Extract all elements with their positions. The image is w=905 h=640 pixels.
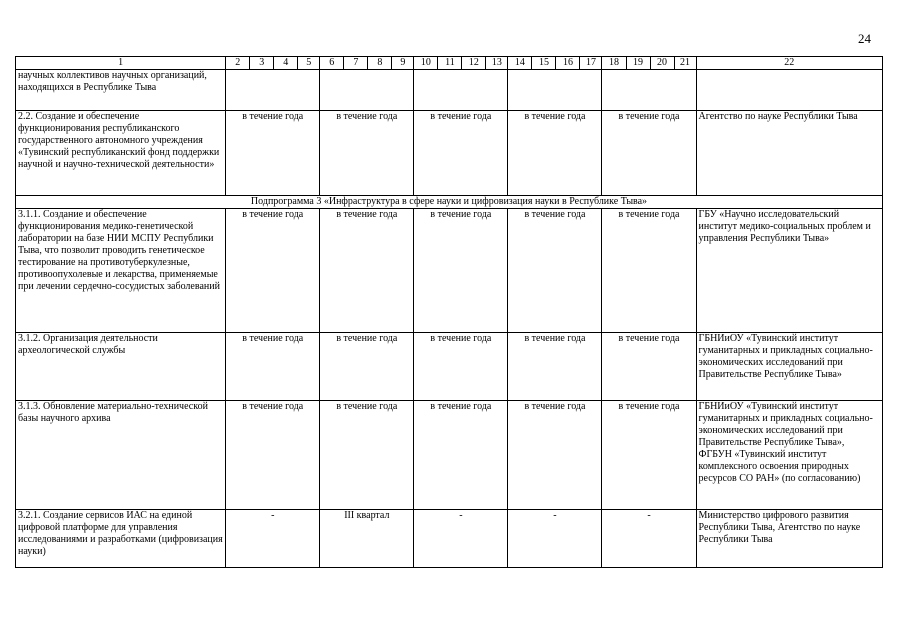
period-cell: - <box>508 510 602 568</box>
header-col-7: 7 <box>344 57 368 70</box>
period-cell: в течение года <box>226 209 320 333</box>
executor-cell <box>696 70 882 111</box>
header-col-8: 8 <box>368 57 392 70</box>
header-col-10: 10 <box>414 57 438 70</box>
header-col-15: 15 <box>532 57 556 70</box>
period-cell <box>226 70 320 111</box>
period-cell: в течение года <box>508 401 602 510</box>
period-cell: - <box>226 510 320 568</box>
header-col-13: 13 <box>486 57 508 70</box>
measure-name: 3.1.1. Создание и обеспечение функционирования медико-генетической лаборатории на базе НИИ МСПУ Республики Тыва, что позволит проводить генетическое тестирование на противотуберкулезные, противоопухолевые и лекарства, применяемые при лечении сердечно-сосудистых заболеваний <box>16 209 226 333</box>
period-cell: в течение года <box>602 209 696 333</box>
period-cell: - <box>414 510 508 568</box>
measure-name: 2.2. Создание и обеспечение функционирования республиканского государственного автономного учреждения «Тувинский республиканский фонд поддержки научной и научно-технической деятельности» <box>16 111 226 196</box>
period-cell: в течение года <box>602 401 696 510</box>
header-row <box>16 57 883 70</box>
header-col-4: 4 <box>274 57 298 70</box>
period-cell <box>602 70 696 111</box>
period-cell: в течение года <box>508 209 602 333</box>
period-cell: в течение года <box>508 333 602 401</box>
executor-cell: Агентство по науке Республики Тыва <box>696 111 882 196</box>
measures-table-main <box>15 56 883 568</box>
table-row <box>16 111 883 196</box>
header-col-22: 22 <box>696 57 882 70</box>
executor-cell: ГБНИиОУ «Тувинский институт гуманитарных и прикладных социально-экономических исследований при Правительстве Республике Тыва», ФГБУН «Тувинский институт комплексного освоения природных ресурсов СО РАН» (по согласованию) <box>696 401 882 510</box>
measure-name: 3.2.1. Создание сервисов ИАС на единой цифровой платформе для управления исследованиями и разработками (цифровизация науки) <box>16 510 226 568</box>
period-cell: в течение года <box>226 333 320 401</box>
period-cell: в течение года <box>602 333 696 401</box>
header-col-11: 11 <box>438 57 462 70</box>
period-cell: в течение года <box>508 111 602 196</box>
period-cell: в течение года <box>602 111 696 196</box>
measure-name: 3.1.2. Организация деятельности археологической службы <box>16 333 226 401</box>
period-cell <box>414 70 508 111</box>
period-cell: в течение года <box>226 401 320 510</box>
header-col-5: 5 <box>298 57 320 70</box>
header-col-14: 14 <box>508 57 532 70</box>
period-cell: в течение года <box>226 111 320 196</box>
header-col-18: 18 <box>602 57 626 70</box>
table-row <box>16 333 883 401</box>
period-cell <box>508 70 602 111</box>
period-cell: в течение года <box>320 111 414 196</box>
header-col-2: 2 <box>226 57 250 70</box>
period-cell <box>320 70 414 111</box>
header-col-20: 20 <box>650 57 674 70</box>
period-cell: в течение года <box>414 333 508 401</box>
period-cell: III квартал <box>320 510 414 568</box>
period-cell: в течение года <box>320 333 414 401</box>
header-col-1: 1 <box>16 57 226 70</box>
measure-name: 3.1.3. Обновление материально-технической базы научного архива <box>16 401 226 510</box>
table-row <box>16 510 883 568</box>
header-col-12: 12 <box>462 57 486 70</box>
subprogram-row <box>16 196 883 209</box>
period-cell: в течение года <box>320 209 414 333</box>
header-col-16: 16 <box>556 57 580 70</box>
executor-cell: ГБНИиОУ «Тувинский институт гуманитарных и прикладных социально-экономических исследований при Правительстве Республике Тыва» <box>696 333 882 401</box>
table-row <box>16 70 883 111</box>
table-row <box>16 401 883 510</box>
period-cell: в течение года <box>414 401 508 510</box>
header-col-21: 21 <box>674 57 696 70</box>
table-row <box>16 209 883 333</box>
header-col-3: 3 <box>250 57 274 70</box>
executor-cell: Министерство цифрового развития Республики Тыва, Агентство по науке Республики Тыва <box>696 510 882 568</box>
subprogram-title: Подпрограмма 3 «Инфраструктура в сфере науки и цифровизация науки в Республике Тыва» <box>16 196 883 209</box>
period-cell: в течение года <box>414 209 508 333</box>
period-cell: в течение года <box>414 111 508 196</box>
header-col-9: 9 <box>392 57 414 70</box>
period-cell: в течение года <box>320 401 414 510</box>
page-number: 24 <box>858 31 871 46</box>
executor-cell: ГБУ «Научно исследовательский институт медико-социальных проблем и управления Республики Тыва» <box>696 209 882 333</box>
measure-name: научных коллективов научных организаций, находящихся в Республике Тыва <box>16 70 226 111</box>
header-col-19: 19 <box>626 57 650 70</box>
header-col-17: 17 <box>580 57 602 70</box>
period-cell: - <box>602 510 696 568</box>
header-col-6: 6 <box>320 57 344 70</box>
